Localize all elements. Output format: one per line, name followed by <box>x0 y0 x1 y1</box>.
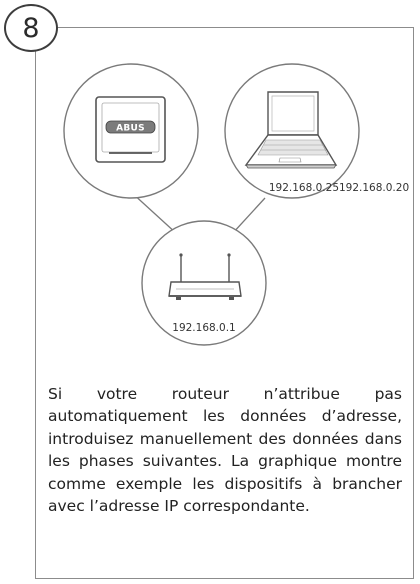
step-number-badge <box>4 4 58 52</box>
connector-line-laptop-router <box>232 198 265 234</box>
router-ip-label: 192.168.0.1 <box>172 322 236 334</box>
laptop-node <box>225 64 409 198</box>
instruction-text: Si votre routeur n’attribue pas automatiquement les données d’adresse, introduisez manuellement des données dans les phases suivantes. La graphique montre comme exemple les dispositifs à brancher avec l’adresse IP correspondante. <box>48 384 402 515</box>
router-node <box>142 221 266 345</box>
recorder-logo: ABUS <box>116 123 145 134</box>
nvr-recorder-icon <box>96 97 165 162</box>
laptop-ip-label: 192.168.0.25192.168.0.20 <box>268 182 410 194</box>
step-number: 8 <box>22 12 40 44</box>
recorder-node <box>64 64 198 198</box>
